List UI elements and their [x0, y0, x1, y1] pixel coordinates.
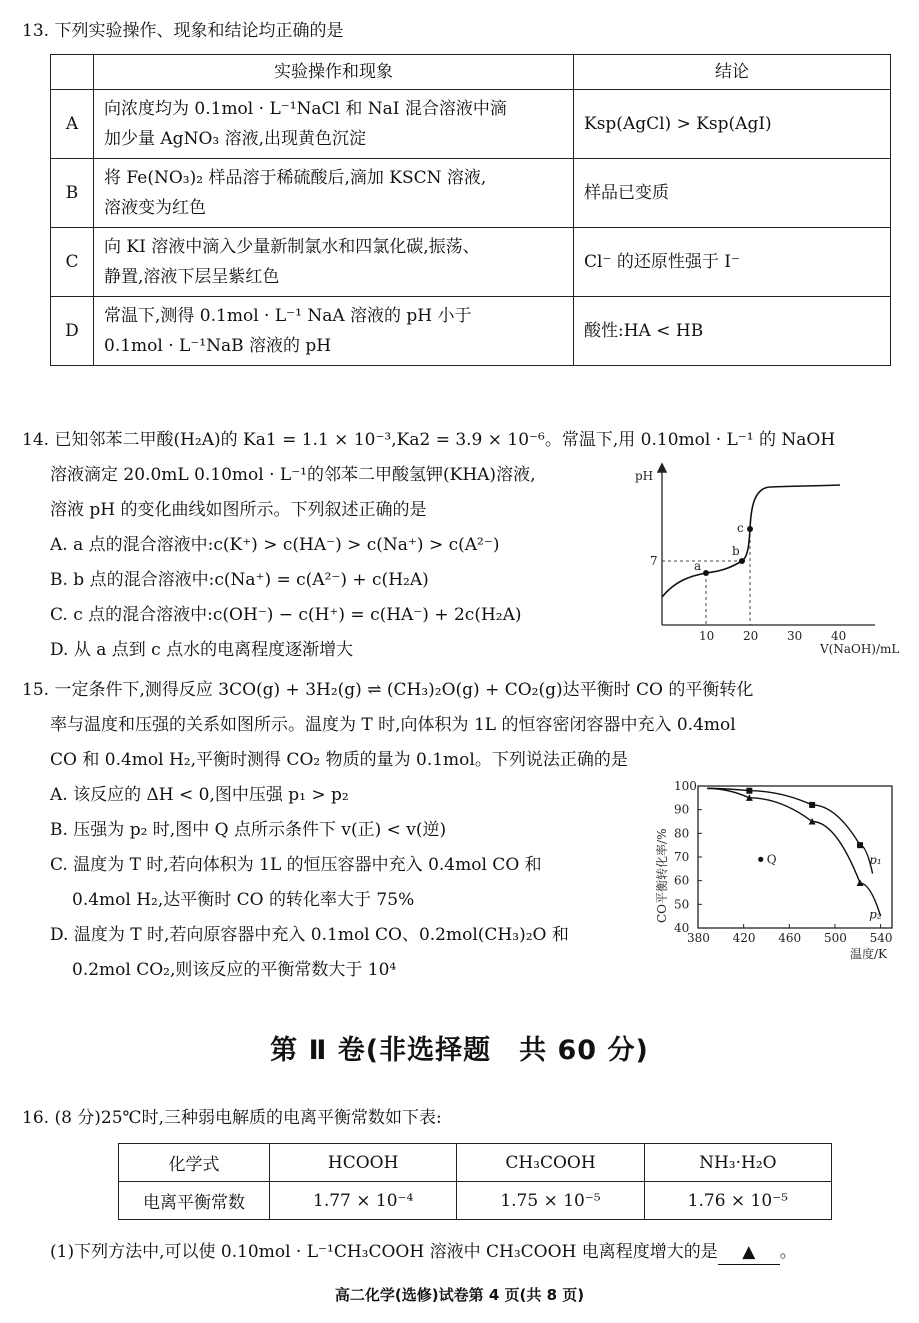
point-c: [747, 526, 753, 532]
q13-concl-cell: Cl⁻ 的还原性强于 I⁻: [574, 228, 891, 297]
point-a-label: a: [694, 559, 702, 573]
x-tick-label: 460: [778, 931, 802, 945]
x-tick-labels: [687, 924, 892, 945]
y-tick-label: 90: [674, 802, 690, 817]
q14-option-b: B. b 点的混合溶液中:c(Na⁺) = c(A²⁻) + c(H₂A): [50, 570, 429, 590]
q15-line3: CO 和 0.4mol H₂,平衡时测得 CO₂ 物质的量为 0.1mol。下列说法正确的是: [50, 750, 628, 770]
x-tick-labels: [699, 629, 846, 643]
q16-value-cell: 1.75 × 10⁻⁵: [457, 1182, 644, 1220]
q16-value-cell: 1.77 × 10⁻⁴: [270, 1182, 457, 1220]
q16-value-cell: 1.76 × 10⁻⁵: [644, 1182, 831, 1220]
q13-op-line1: 向 KI 溶液中滴入少量新制氯水和四氯化碳,振荡、: [104, 237, 480, 257]
x-tick-label: 20: [743, 629, 759, 643]
q16-sub1-end: 。: [779, 1242, 797, 1262]
plot-frame: [698, 786, 892, 928]
q15-option-a: A. 该反应的 ΔH < 0,图中压强 p₁ > p₂: [50, 785, 349, 805]
q16-value-cell: 电离平衡常数: [119, 1182, 270, 1220]
q13-opt-label: B: [51, 159, 94, 228]
q16-header-row: [119, 1144, 832, 1182]
q13-stem: 13. 下列实验操作、现象和结论均正确的是: [22, 21, 344, 41]
marker-square: [857, 842, 863, 848]
x-tick-label: 420: [732, 931, 756, 945]
y-tick-label: 80: [674, 826, 690, 841]
y-axis-label: CO平衡转化率/%: [655, 828, 669, 923]
q16-stem: 16. (8 分)25℃时,三种弱电解质的电离平衡常数如下表:: [22, 1108, 442, 1128]
series-line-2: [707, 788, 880, 916]
point-c-label: c: [737, 521, 744, 535]
q14-option-d: D. 从 a 点到 c 点水的电离程度逐渐增大: [50, 640, 354, 660]
y-tick-label: 50: [674, 897, 690, 912]
q14-option-c: C. c 点的混合溶液中:c(OH⁻) − c(H⁺) = c(HA⁻) + 2c(H₂A): [50, 605, 522, 625]
q13-concl-cell: 样品已变质: [574, 159, 891, 228]
x-tick-label: 30: [787, 629, 803, 643]
x-axis-label: V(NaOH)/mL: [820, 642, 900, 656]
q13-opt-label: D: [51, 297, 94, 366]
marker-square: [809, 802, 815, 808]
q13-header-row: [51, 55, 891, 90]
q13-op-cell: [94, 159, 574, 228]
q15-line2: 率与温度和压强的关系如图所示。温度为 T 时,向体积为 1L 的恒容密闭容器中充入 0.4mol: [50, 715, 736, 735]
q13-concl-cell: Ksp(AgCl) > Ksp(AgI): [574, 90, 891, 159]
q13-op-line2: 加少量 AgNO₃ 溶液,出现黄色沉淀: [104, 129, 366, 149]
q16-sub1-text: (1)下列方法中,可以使 0.10mol · L⁻¹CH₃COOH 溶液中 CH₃COOH 电离程度增大的是: [50, 1242, 718, 1262]
x-tick-label: 540: [869, 931, 893, 945]
x-tick-label: 10: [699, 629, 715, 643]
q13-opt-label: A: [51, 90, 94, 159]
q13-row-d: [51, 297, 891, 366]
section-title: 第 Ⅱ 卷(非选择题 共 60 分): [270, 1035, 649, 1066]
q13-header-op: 实验操作和现象: [94, 55, 574, 90]
y-tick-label: 70: [674, 850, 690, 864]
q13-op-line1: 常温下,测得 0.1mol · L⁻¹ NaA 溶液的 pH 小于: [104, 306, 472, 326]
series-line-1: [707, 788, 872, 873]
y-tick-label: 100: [674, 779, 697, 793]
q14-option-a: A. a 点的混合溶液中:c(K⁺) > c(HA⁻) > c(Na⁺) > c(A²⁻): [50, 535, 500, 555]
titration-curve: [662, 485, 840, 597]
point-a: [703, 570, 709, 576]
x-tick-label: 500: [823, 931, 847, 945]
q13-op-cell: [94, 90, 574, 159]
q14-line3: 溶液 pH 的变化曲线如图所示。下列叙述正确的是: [50, 500, 427, 520]
q15-option-c-cont: 0.4mol H₂,达平衡时 CO 的转化率大于 75%: [72, 890, 415, 910]
q16-value-row: [119, 1182, 832, 1220]
answer-blank[interactable]: ▲: [718, 1240, 780, 1265]
q13-row-c: [51, 228, 891, 297]
x-axis-label: 温度/K: [850, 947, 888, 961]
q16-table: [118, 1143, 832, 1220]
q15-line1: 15. 一定条件下,测得反应 3CO(g) + 3H₂(g) ⇌ (CH₃)₂O(g) + CO₂(g)达平衡时 CO 的平衡转化: [22, 680, 754, 700]
p1-label: p₁: [869, 853, 882, 868]
q16-header-cell: CH₃COOH: [457, 1144, 644, 1182]
q13-header-concl: 结论: [574, 55, 891, 90]
q16-header-cell: 化学式: [119, 1144, 270, 1182]
point-b-label: b: [732, 544, 740, 558]
titration-chart: [630, 455, 910, 660]
y-tick-label-7: 7: [650, 554, 658, 568]
q16-header-cell: NH₃·H₂O: [644, 1144, 831, 1182]
q13-row-a: [51, 90, 891, 159]
q13-opt-label: C: [51, 228, 94, 297]
q13-op-cell: [94, 297, 574, 366]
q13-op-line2: 溶液变为红色: [104, 198, 206, 218]
point-q: [758, 857, 763, 862]
y-tick-label: 60: [674, 873, 690, 888]
q14-line2: 溶液滴定 20.0mL 0.10mol · L⁻¹的邻苯二甲酸氢钾(KHA)溶液,: [50, 465, 536, 485]
q14-line1: 14. 已知邻苯二甲酸(H₂A)的 Ka1 = 1.1 × 10⁻³,Ka2 = 3.9 × 10⁻⁶。常温下,用 0.10mol · L⁻¹ 的 NaOH: [22, 430, 836, 450]
series-group: [707, 788, 880, 916]
q15-option-d: D. 温度为 T 时,若向原容器中充入 0.1mol CO、0.2mol(CH₃)₂O 和: [50, 925, 569, 945]
q13-header-blank: [51, 55, 94, 90]
q15-option-c: C. 温度为 T 时,若向体积为 1L 的恒压容器中充入 0.4mol CO 和: [50, 855, 542, 875]
p2-label: p₂: [869, 907, 882, 922]
q13-op-line2: 0.1mol · L⁻¹NaB 溶液的 pH: [104, 336, 332, 356]
x-tick-label: 380: [687, 931, 710, 945]
y-axis-label: pH: [635, 469, 654, 483]
q13-row-b: [51, 159, 891, 228]
q13-op-line1: 将 Fe(NO₃)₂ 样品溶于稀硫酸后,滴加 KSCN 溶液,: [104, 168, 487, 188]
q16-sub1-line: [50, 1240, 797, 1265]
q13-table: [50, 54, 891, 366]
y-tick-label: 40: [674, 921, 690, 935]
q15-option-d-cont: 0.2mol CO₂,则该反应的平衡常数大于 10⁴: [72, 960, 397, 980]
point-b: [739, 558, 745, 564]
q15-option-b: B. 压强为 p₂ 时,图中 Q 点所示条件下 v(正) < v(逆): [50, 820, 447, 840]
point-q-label: Q: [766, 852, 777, 867]
q13-op-line1: 向浓度均为 0.1mol · L⁻¹NaCl 和 NaI 混合溶液中滴: [104, 99, 507, 119]
page-footer: 高二化学(选修)试卷第 4 页(共 8 页): [334, 1286, 585, 1304]
q13-op-line2: 静置,溶液下层呈紫红色: [104, 267, 280, 287]
marker-square: [746, 788, 752, 794]
q13-concl-cell: 酸性:HA < HB: [574, 297, 891, 366]
x-tick-label: 40: [831, 629, 847, 643]
q16-header-cell: HCOOH: [270, 1144, 457, 1182]
conversion-chart: [650, 778, 908, 968]
q13-op-cell: [94, 228, 574, 297]
